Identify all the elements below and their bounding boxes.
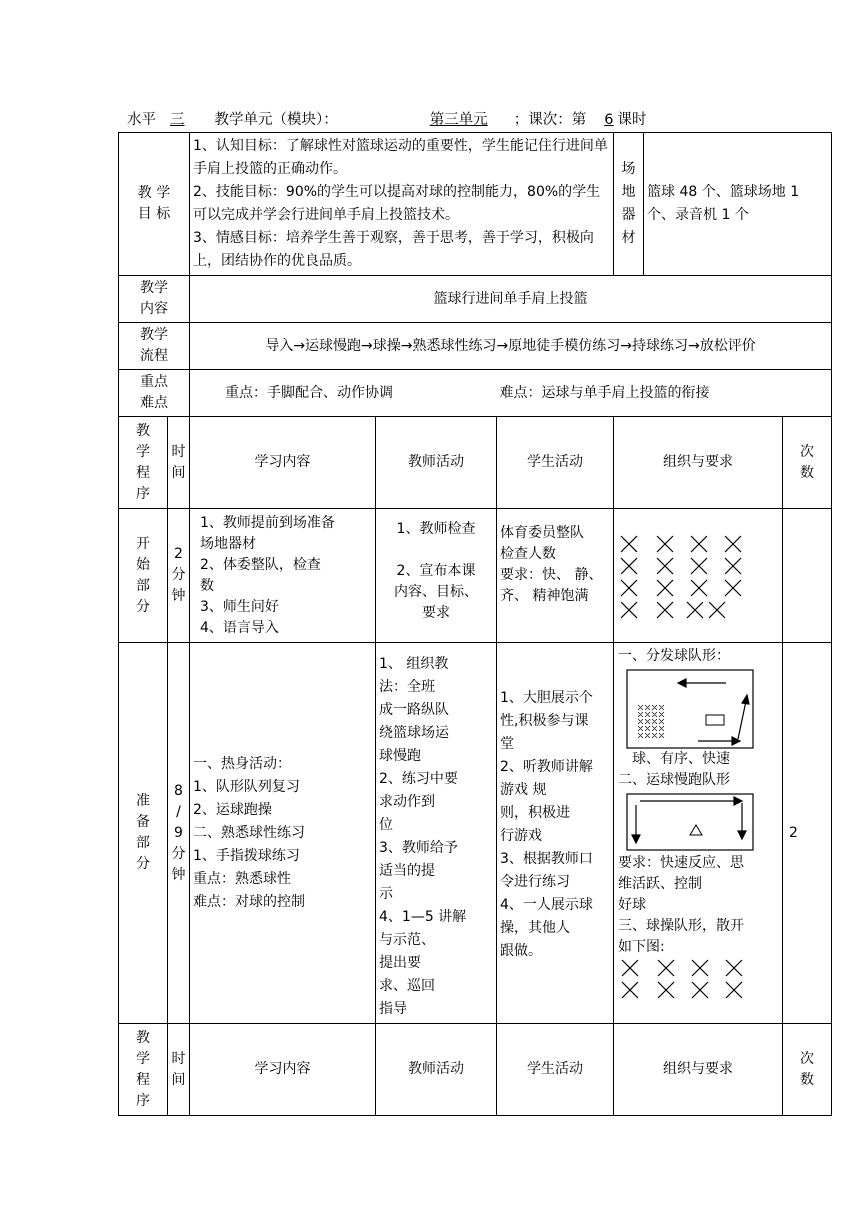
prep-time: 8 / 9 分 钟 [168,643,190,1024]
org-title-3: 三、球操队形，散开 如下图: [618,918,745,955]
start-content: 1、教师提前到场准备 场地器材 2、体委整队，检查 数 3、师生问好 4、语言导入 [190,509,376,643]
level-label: 水平 [127,112,156,128]
col-count: 次 数 [783,1024,832,1116]
start-student: 体育委员整队 检查人数 要求：快、 静、 齐、 精神饱满 [497,509,614,643]
start-formation-cross-mark-icon [617,524,757,620]
distribute-formation-diagram [626,669,786,749]
keypoints-cell [190,370,832,417]
prep-count: 2 [783,643,832,1024]
arrow-icon [632,797,746,843]
col-count: 次 数 [783,417,832,509]
content-text: 篮球行进间单手肩上投篮 [190,276,832,323]
prep-phase: 准 备 部 分 [119,643,168,1024]
column-header-row-2 [119,1024,832,1116]
lesson-suffix: 课时 [617,112,647,128]
col-order: 教 学 程 序 [119,417,168,509]
rectangle-icon [706,715,724,725]
keypoints-label: 重点 难点 [119,370,190,417]
triangle-icon [690,825,702,835]
prep-org [614,643,783,1024]
flow-text: 导入→运球慢跑→球操→熟悉球性练习→原地徒手模仿练习→持球练习→放松评价 [190,323,832,370]
col-content: 学习内容 [190,1024,376,1116]
flow-label: 教学 流程 [119,323,190,370]
document-header [127,108,827,130]
lesson-plan-table [118,132,832,1116]
exercise-formation-cross-mark-icon [618,958,758,1000]
unit-label: 教学单元（模块）： [214,112,338,128]
org-requirement: 要求：快速反应、思 维活跃、控制 好球 [618,855,745,913]
col-org: 组织与要求 [614,1024,783,1116]
lesson-label: ；课次：第 [513,112,587,128]
prep-teacher: 1、 组织教 法：全班 成一路纵队 绕篮球场运 球慢跑 2、练习中要 求动作到 位 3、教师给予 适当的提 示 4、1—5 讲解 与示范、 提出要 求、巡回 指导 [376,643,497,1024]
col-student: 学生活动 [497,417,614,509]
column-header-row [119,417,832,509]
prep-content: 一、热身活动： 1、队形队列复习 2、运球跑操 二、熟悉球性练习 1、手指拨球练习 重点：熟悉球性 难点：对球的控制 [190,643,376,1024]
goals-text: 1、认知目标：了解球性对篮球运动的重要性，学生能记住行进间单手肩上投篮的正确动作。 2、技能目标：90%的学生可以提高对球的控制能力，80%的学生可以完成并学会行进间单手肩上投篮技术。 3、情感目标：培养学生善于观察，善于思考，善于学习，积极向上，团结协作的优良品质。 [190,133,614,276]
level-value: 三 [170,112,185,128]
content-row [119,276,832,323]
goals-row [119,133,832,276]
difficulty-text: 难点：运球与单手肩上投篮的衔接 [499,384,710,401]
start-count [783,509,832,643]
equipment-label: 场 地 器 材 [614,133,644,276]
keypoints-row [119,370,832,417]
start-teacher: 1、教师检查 2、宣布本课 内容、目标、 要求 [376,509,497,643]
org-title-2: 二、运球慢跑队形 [618,772,731,788]
prep-row [119,643,832,1024]
col-teacher: 教师活动 [376,417,497,509]
small-cross-mark-icon [638,705,664,738]
equipment-text: 篮球 48 个、篮球场地 1 个、录音机 1 个 [644,133,832,276]
col-time: 时 间 [168,417,190,509]
start-org [614,509,783,643]
org-title-1: 一、分发球队形： [618,648,731,664]
flow-row [119,323,832,370]
col-student: 学生活动 [497,1024,614,1116]
col-teacher: 教师活动 [376,1024,497,1116]
content-label: 教学 内容 [119,276,190,323]
goals-label: 教 学 目 标 [119,133,190,276]
prep-student: 1、大胆展示个 性,积极参与课 堂 2、听教师讲解 游戏 规 则，积极进 行游戏 3、根据教师口 令进行练习 4、一人展示球 操，其他人 跟做。 [497,643,614,1024]
jog-formation-diagram [626,793,786,851]
start-time: 2 分 钟 [168,509,190,643]
start-row [119,509,832,643]
col-time: 时 间 [168,1024,190,1116]
org-text-1: 球、有序、快速 [632,751,731,767]
arrow-icon [678,679,749,745]
lesson-value: 6 [604,112,614,128]
col-org: 组织与要求 [614,417,783,509]
col-content: 学习内容 [190,417,376,509]
unit-value: 第三单元 [429,112,488,128]
start-phase: 开 始 部 分 [119,509,168,643]
focus-text: 重点：手脚配合、动作协调 [225,384,394,401]
col-order: 教 学 程 序 [119,1024,168,1116]
